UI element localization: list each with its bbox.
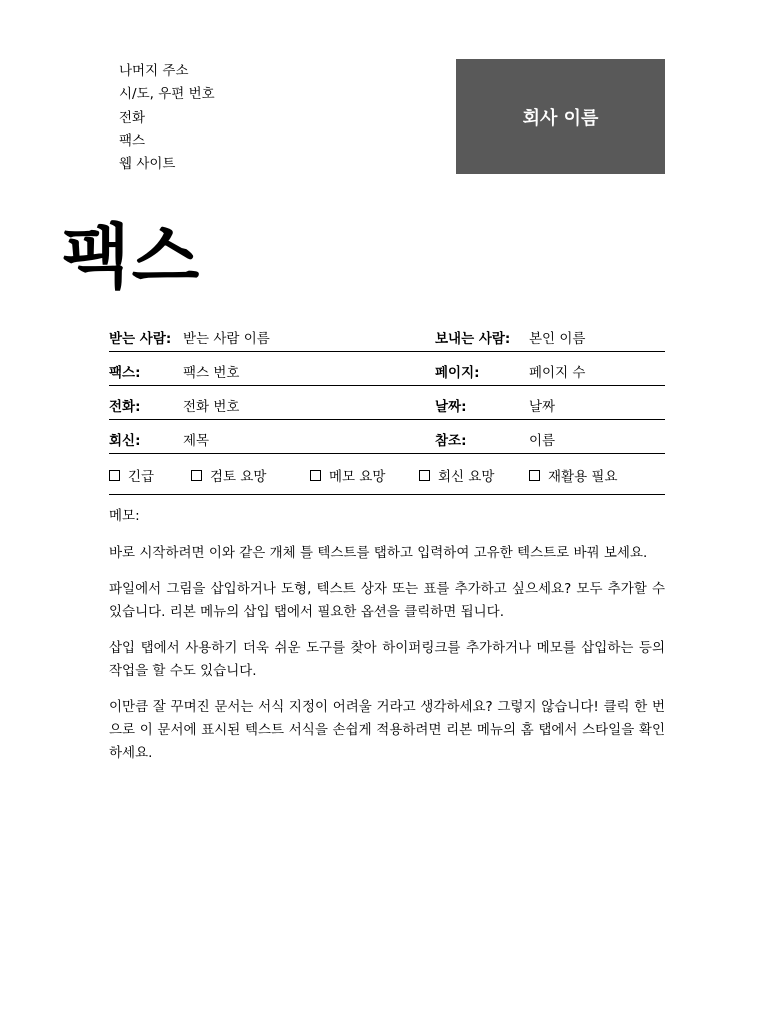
- document-title[interactable]: 팩스: [62, 216, 202, 298]
- checkbox-icon[interactable]: [310, 470, 321, 481]
- to-value[interactable]: 받는 사람 이름: [183, 331, 270, 347]
- re-label: 회신:: [109, 433, 141, 449]
- recycle-checkbox[interactable]: [529, 465, 618, 485]
- checkbox-label: 검토 요망: [210, 469, 267, 485]
- company-name-box[interactable]: [456, 59, 665, 174]
- checkbox-label: 긴급: [128, 469, 155, 485]
- review-checkbox[interactable]: [191, 465, 266, 485]
- table-row: [109, 386, 665, 420]
- address-line-1[interactable]: 나머지 주소: [119, 63, 189, 79]
- checkbox-label: 메모 요망: [329, 469, 386, 485]
- address-fax[interactable]: 팩스: [119, 132, 146, 149]
- memo-paragraph[interactable]: 바로 시작하려면 이와 같은 개체 틀 텍스트를 탭하고 입력하여 고유한 텍스트로 바꿔 보세요.: [109, 545, 648, 561]
- from-value[interactable]: 본인 이름: [529, 331, 586, 347]
- from-label: 보내는 사람:: [435, 331, 511, 347]
- checkbox-row: [109, 454, 665, 495]
- to-label: 받는 사람:: [109, 331, 172, 347]
- fax-label: 팩스:: [109, 365, 141, 381]
- phone-label: 전화:: [109, 399, 141, 415]
- table-row: [109, 318, 665, 352]
- checkbox-label: 회신 요망: [438, 469, 495, 485]
- company-name: 회사 이름: [522, 107, 599, 129]
- reply-checkbox[interactable]: [419, 465, 494, 485]
- date-value[interactable]: 날짜: [529, 399, 556, 415]
- fax-value[interactable]: 팩스 번호: [183, 365, 240, 381]
- memo-paragraph[interactable]: 파일에서 그림을 삽입하거나 도형, 텍스트 상자 또는 표를 추가하고 싶으세요? 모두 추가할 수 있습니다. 리본 메뉴의 삽입 탭에서 필요한 옵션을 클릭하면 됩니다.: [109, 581, 665, 620]
- checkbox-icon[interactable]: [419, 470, 430, 481]
- pages-label: 페이지:: [435, 365, 480, 381]
- fax-info-table: [109, 318, 665, 495]
- checkbox-icon[interactable]: [529, 470, 540, 481]
- pages-value[interactable]: 페이지 수: [529, 365, 586, 381]
- memo-paragraph[interactable]: 삽입 탭에서 사용하기 더욱 쉬운 도구를 찾아 하이퍼링크를 추가하거나 메모를 삽입하는 등의 작업을 할 수도 있습니다.: [109, 640, 665, 679]
- memo-paragraph[interactable]: 이만큼 잘 꾸며진 문서는 서식 지정이 어려울 거라고 생각하세요? 그렇지 않습니다! 클릭 한 번으로 이 문서에 표시된 텍스트 서식을 손쉽게 적용하려면 리본 메뉴의 홈 탭에서 스타일을 확인하세요.: [109, 699, 665, 761]
- cc-label: 참조:: [435, 433, 467, 449]
- address-website[interactable]: 웹 사이트: [119, 156, 176, 173]
- table-row: [109, 352, 665, 386]
- cc-value[interactable]: 이름: [529, 433, 556, 449]
- re-value[interactable]: 제목: [183, 433, 210, 449]
- phone-value[interactable]: 전화 번호: [183, 399, 240, 415]
- checkbox-label: 재활용 필요: [548, 469, 618, 485]
- address-line-2[interactable]: 시/도, 우편 번호: [119, 86, 215, 103]
- checkbox-icon[interactable]: [109, 470, 120, 481]
- checkbox-icon[interactable]: [191, 470, 202, 481]
- memo-section: [109, 508, 665, 778]
- address-phone[interactable]: 전화: [119, 109, 146, 126]
- urgent-checkbox[interactable]: [109, 465, 154, 485]
- memo-label: 메모:: [109, 508, 140, 524]
- sender-address-block: [119, 60, 215, 176]
- table-row: [109, 420, 665, 454]
- comment-checkbox[interactable]: [310, 465, 385, 485]
- date-label: 날짜:: [435, 399, 467, 415]
